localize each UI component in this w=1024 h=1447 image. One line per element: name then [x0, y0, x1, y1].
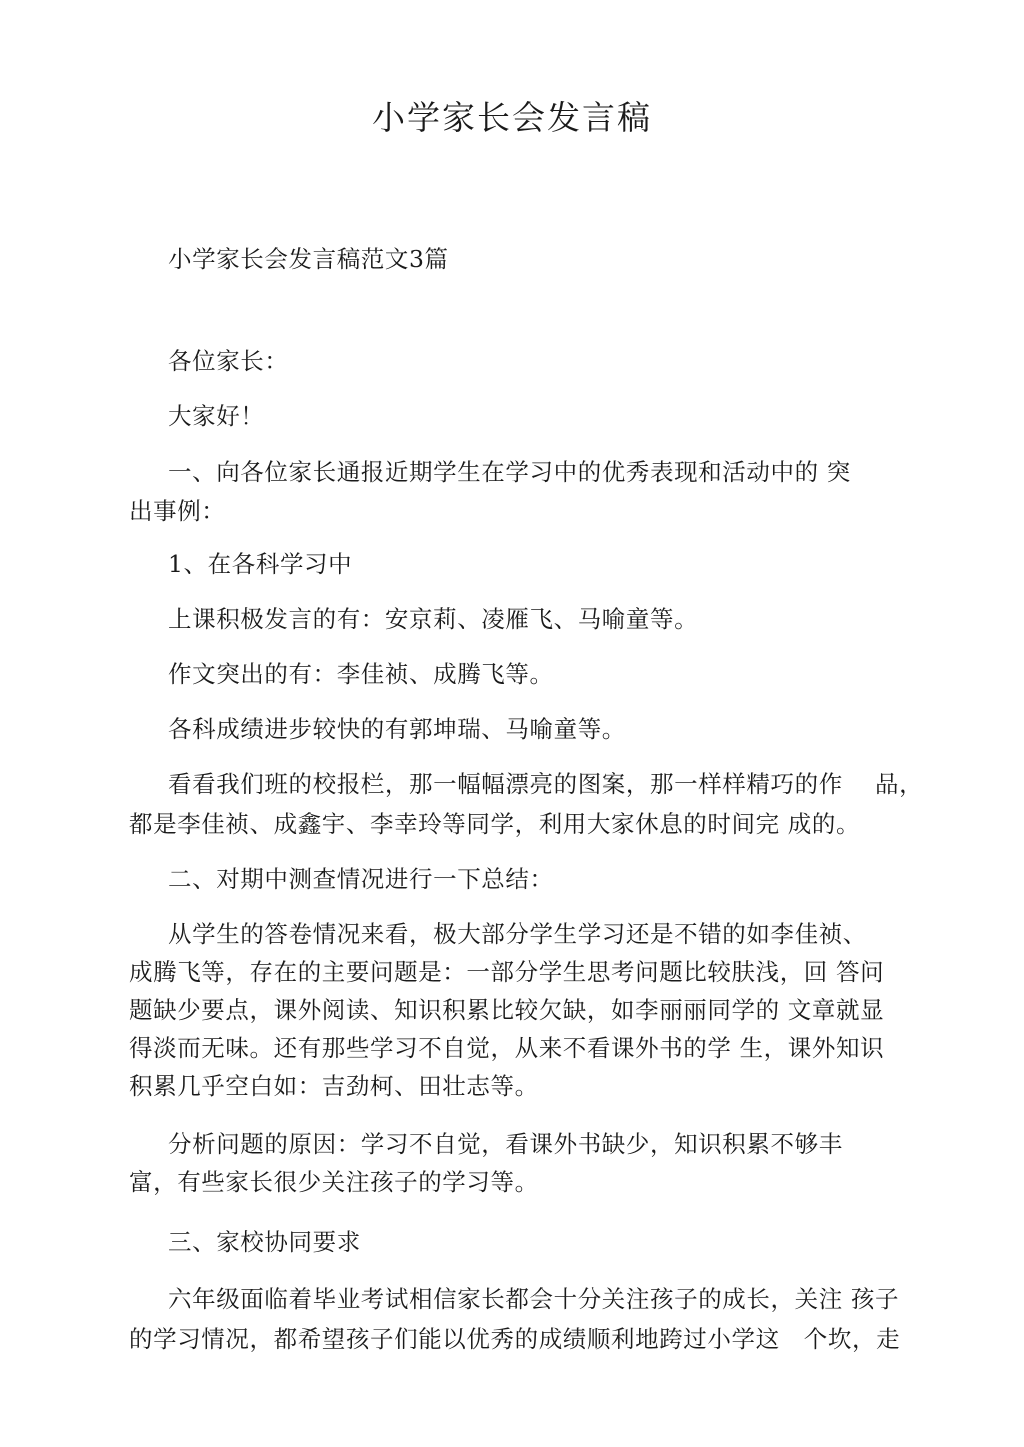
- paragraph-line: 各科成绩进步较快的有郭坤瑞、马喻童等。: [168, 715, 626, 743]
- section-heading-1-cont: 出事例：: [129, 497, 226, 525]
- salutation: 各位家长：: [168, 347, 289, 375]
- paragraph-line: 成腾飞等，存在的主要问题是：一部分学生思考问题比较肤浅，回 答问: [129, 958, 885, 986]
- section-heading-3: 三、家校协同要求: [168, 1228, 361, 1256]
- paragraph-line: 看看我们班的校报栏，那一幅幅漂亮的图案，那一样样精巧的作 品，: [168, 770, 924, 798]
- document-title: 小学家长会发言稿: [372, 98, 652, 137]
- paragraph-line: 得淡而无味。还有那些学习不自觉，从来不看课外书的学 生，课外知识: [129, 1034, 885, 1062]
- subsection-heading: 1、在各科学习中: [168, 550, 353, 578]
- paragraph-line: 题缺少要点，课外阅读、知识积累比较欠缺，如李丽丽同学的 文章就显: [129, 996, 885, 1024]
- paragraph-line: 积累几乎空白如：吉劲柯、田壮志等。: [129, 1072, 539, 1100]
- document-subtitle: 小学家长会发言稿范文3篇: [168, 245, 449, 273]
- greeting: 大家好！: [168, 402, 265, 430]
- paragraph-line: 六年级面临着毕业考试相信家长都会十分关注孩子的成长，关注 孩子: [168, 1285, 900, 1313]
- paragraph-line: 富，有些家长很少关注孩子的学习等。: [129, 1168, 539, 1196]
- paragraph-line: 的学习情况，都希望孩子们能以优秀的成绩顺利地跨过小学这 个坎，走: [129, 1325, 901, 1353]
- paragraph-line: 分析问题的原因：学习不自觉，看课外书缺少，知识积累不够丰: [168, 1130, 843, 1158]
- paragraph-line: 从学生的答卷情况来看，极大部分学生学习还是不错的如李佳祯、: [168, 920, 867, 948]
- section-heading-2: 二、对期中测查情况进行一下总结：: [168, 865, 554, 893]
- paragraph-line: 都是李佳祯、成鑫宇、李幸玲等同学，利用大家休息的时间完 成的。: [129, 810, 861, 838]
- section-heading-1: 一、向各位家长通报近期学生在学习中的优秀表现和活动中的 突: [168, 458, 851, 486]
- paragraph-line: 上课积极发言的有：安京莉、凌雁飞、马喻童等。: [168, 605, 699, 633]
- paragraph-line: 作文突出的有：李佳祯、成腾飞等。: [168, 660, 554, 688]
